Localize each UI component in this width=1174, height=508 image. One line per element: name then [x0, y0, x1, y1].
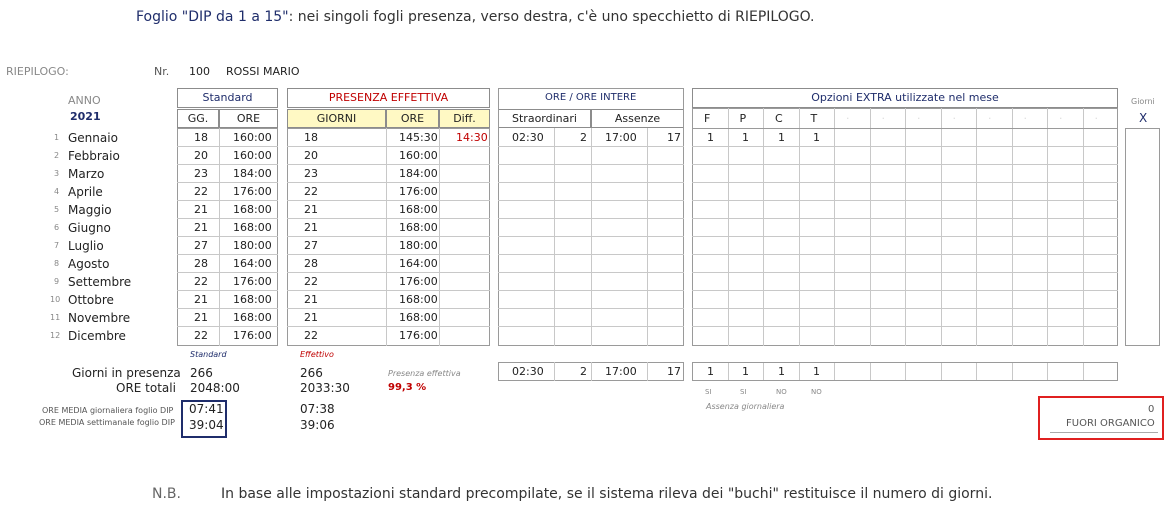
totals-option-cell: 1 — [742, 365, 749, 378]
pres-diff-header: Diff. — [439, 109, 490, 128]
std-ore-cell: 164:00 — [233, 257, 272, 270]
assenze-header: Assenze — [591, 109, 684, 128]
std-gg-cell: 21 — [194, 311, 208, 324]
option-header-9: · — [1023, 112, 1027, 125]
totals-str-n: 2 — [580, 365, 587, 378]
standard-header: Standard — [177, 88, 278, 108]
std-gg-cell: 20 — [194, 149, 208, 162]
pres-giorni-cell: 22 — [304, 185, 318, 198]
eff-media-settimanale: 39:06 — [300, 418, 335, 432]
ore-totali-label: ORE totali — [116, 381, 176, 395]
x-label: X — [1139, 111, 1148, 125]
std-ore-total: 2048:00 — [190, 381, 240, 395]
std-ore-header: ORE — [219, 109, 278, 128]
pres-ore-cell: 176:00 — [399, 185, 438, 198]
pres-ore-header: ORE — [386, 109, 439, 128]
totals-ass: 17:00 — [605, 365, 637, 378]
option-header-8: · — [988, 112, 992, 125]
option-cell: 1 — [778, 131, 785, 144]
std-ore-cell: 168:00 — [233, 221, 272, 234]
month-index: 3 — [54, 169, 60, 178]
month-name: Febbraio — [68, 149, 120, 163]
month-index: 7 — [54, 241, 60, 250]
std-ore-cell: 168:00 — [233, 311, 272, 324]
pres-giorni-cell: 27 — [304, 239, 318, 252]
straordinari-header: Straordinari — [498, 109, 591, 128]
giorni-x-frame — [1125, 128, 1160, 346]
totals-ass-n: 17 — [667, 365, 681, 378]
std-ore-cell: 168:00 — [233, 203, 272, 216]
option-header-3: T — [810, 112, 818, 125]
std-gg-cell: 22 — [194, 329, 208, 342]
sheet-name: Foglio "DIP da 1 a 15" — [136, 9, 289, 25]
pres-giorni-cell: 21 — [304, 311, 318, 324]
intro-text: : nei singoli fogli presenza, verso destra, c'è uno specchietto di RIEPILOGO. — [288, 9, 815, 25]
month-index: 11 — [50, 313, 61, 322]
pres-ore-cell: 164:00 — [399, 257, 438, 270]
std-media-giornaliera: 07:41 — [189, 402, 224, 416]
std-ore-cell: 176:00 — [233, 329, 272, 342]
std-ore-cell: 184:00 — [233, 167, 272, 180]
fuori-organico-label: FUORI ORGANICO — [1066, 418, 1155, 429]
month-name: Gennaio — [68, 131, 118, 145]
pres-ore-cell: 160:00 — [399, 149, 438, 162]
employee-name: ROSSI MARIO — [226, 65, 300, 78]
pres-giorni-cell: 21 — [304, 221, 318, 234]
presenza-effettiva-label: Presenza effettiva — [388, 369, 461, 378]
fuori-organico-value: 0 — [1148, 404, 1155, 415]
option-flag: SI — [705, 388, 712, 396]
totals-option-cell: 1 — [778, 365, 785, 378]
month-name: Marzo — [68, 167, 105, 181]
std-gg-header: GG. — [177, 109, 219, 128]
pres-ore-cell: 168:00 — [399, 221, 438, 234]
option-header-1: P — [739, 112, 747, 125]
totals-standard-label: Standard — [190, 350, 227, 359]
month-index: 10 — [50, 295, 61, 304]
nr-value: 100 — [189, 65, 210, 78]
std-ore-cell: 160:00 — [233, 149, 272, 162]
option-header-6: · — [917, 112, 921, 125]
std-ore-cell: 176:00 — [233, 185, 272, 198]
giorni-small-label: Giorni — [1131, 97, 1155, 106]
pres-giorni-cell: 20 — [304, 149, 318, 162]
year-value: 2021 — [70, 110, 101, 123]
pres-ore-cell: 176:00 — [399, 275, 438, 288]
presenza-header: PRESENZA EFFETTIVA — [287, 88, 490, 108]
straordinari-count-cell: 2 — [580, 131, 587, 144]
month-index: 12 — [50, 331, 61, 340]
assenza-giornaliera-label: Assenza giornaliera — [706, 402, 785, 411]
month-index: 5 — [54, 205, 60, 214]
option-cell: 1 — [742, 131, 749, 144]
month-index: 1 — [54, 133, 60, 142]
month-name: Novembre — [68, 311, 131, 325]
month-name: Ottobre — [68, 293, 114, 307]
presenza-pct: 99,3 % — [388, 382, 427, 393]
month-index: 6 — [54, 223, 60, 232]
nb-label: N.B. — [152, 486, 181, 502]
std-gg-cell: 22 — [194, 275, 208, 288]
month-name: Giugno — [68, 221, 111, 235]
pres-ore-cell: 180:00 — [399, 239, 438, 252]
option-flag: NO — [811, 388, 822, 396]
option-header-2: C — [775, 112, 783, 125]
totals-option-cell: 1 — [813, 365, 820, 378]
std-gg-cell: 21 — [194, 293, 208, 306]
month-index: 4 — [54, 187, 60, 196]
pres-giorni-cell: 22 — [304, 275, 318, 288]
pres-ore-cell: 168:00 — [399, 293, 438, 306]
pres-giorni-cell: 28 — [304, 257, 318, 270]
month-index: 9 — [54, 277, 60, 286]
month-name: Dicembre — [68, 329, 126, 343]
std-gg-cell: 21 — [194, 203, 208, 216]
totals-str: 02:30 — [512, 365, 544, 378]
pres-ore-cell: 168:00 — [399, 311, 438, 324]
opzioni-header: Opzioni EXTRA utilizzate nel mese — [692, 88, 1118, 108]
month-name: Luglio — [68, 239, 104, 253]
std-gg-cell: 28 — [194, 257, 208, 270]
std-ore-cell: 168:00 — [233, 293, 272, 306]
option-flag: NO — [776, 388, 787, 396]
month-name: Settembre — [68, 275, 132, 289]
month-index: 2 — [54, 151, 60, 160]
eff-media-giornaliera: 07:38 — [300, 402, 335, 416]
std-media-settimanale: 39:04 — [189, 418, 224, 432]
straordinari-cell: 02:30 — [512, 131, 544, 144]
option-flag: SI — [740, 388, 747, 396]
pres-giorni-cell: 22 — [304, 329, 318, 342]
pres-ore-cell: 145:30 — [399, 131, 438, 144]
ore-intere-header: ORE / ORE INTERE — [545, 92, 637, 103]
riepilogo-label: RIEPILOGO: — [6, 65, 69, 78]
option-header-5: · — [881, 112, 885, 125]
option-header-11: · — [1094, 112, 1098, 125]
month-name: Maggio — [68, 203, 112, 217]
media-settimanale-label: ORE MEDIA settimanale foglio DIP — [39, 418, 175, 427]
totals-option-cell: 1 — [707, 365, 714, 378]
media-giornaliera-label: ORE MEDIA giornaliera foglio DIP — [42, 406, 174, 415]
pres-diff-cell: 14:30 — [456, 131, 488, 144]
month-name: Aprile — [68, 185, 103, 199]
pres-ore-cell: 168:00 — [399, 203, 438, 216]
assenze-cell: 17:00 — [605, 131, 637, 144]
std-gg-cell: 22 — [194, 185, 208, 198]
option-cell: 1 — [707, 131, 714, 144]
eff-ore-total: 2033:30 — [300, 381, 350, 395]
nr-label: Nr. — [154, 65, 170, 78]
option-cell: 1 — [813, 131, 820, 144]
anno-label: ANNO — [68, 94, 101, 107]
option-header-7: · — [952, 112, 956, 125]
option-header-4: · — [846, 112, 850, 125]
month-index: 8 — [54, 259, 60, 268]
giorni-presenza-label: Giorni in presenza — [72, 366, 181, 380]
std-ore-cell: 160:00 — [233, 131, 272, 144]
std-giorni-total: 266 — [190, 366, 213, 380]
assenze-count-cell: 17 — [667, 131, 681, 144]
pres-ore-cell: 176:00 — [399, 329, 438, 342]
month-name: Agosto — [68, 257, 110, 271]
eff-giorni-total: 266 — [300, 366, 323, 380]
option-header-10: · — [1059, 112, 1063, 125]
nb-text: In base alle impostazioni standard precompilate, se il sistema rileva dei "buchi" restituisce il numero di giorni. — [221, 486, 993, 502]
std-gg-cell: 18 — [194, 131, 208, 144]
std-ore-cell: 176:00 — [233, 275, 272, 288]
totals-opt-frame — [692, 362, 1118, 381]
totals-effettivo-label: Effettivo — [300, 350, 334, 359]
intro-line — [136, 9, 815, 25]
pres-giorni-cell: 23 — [304, 167, 318, 180]
pres-giorni-cell: 21 — [304, 203, 318, 216]
std-gg-cell: 21 — [194, 221, 208, 234]
std-ore-cell: 180:00 — [233, 239, 272, 252]
std-gg-cell: 27 — [194, 239, 208, 252]
pres-giorni-cell: 21 — [304, 293, 318, 306]
pres-ore-cell: 184:00 — [399, 167, 438, 180]
pres-giorni-header: GIORNI — [287, 109, 386, 128]
std-gg-cell: 23 — [194, 167, 208, 180]
option-header-0: F — [704, 112, 711, 125]
pres-giorni-cell: 18 — [304, 131, 318, 144]
